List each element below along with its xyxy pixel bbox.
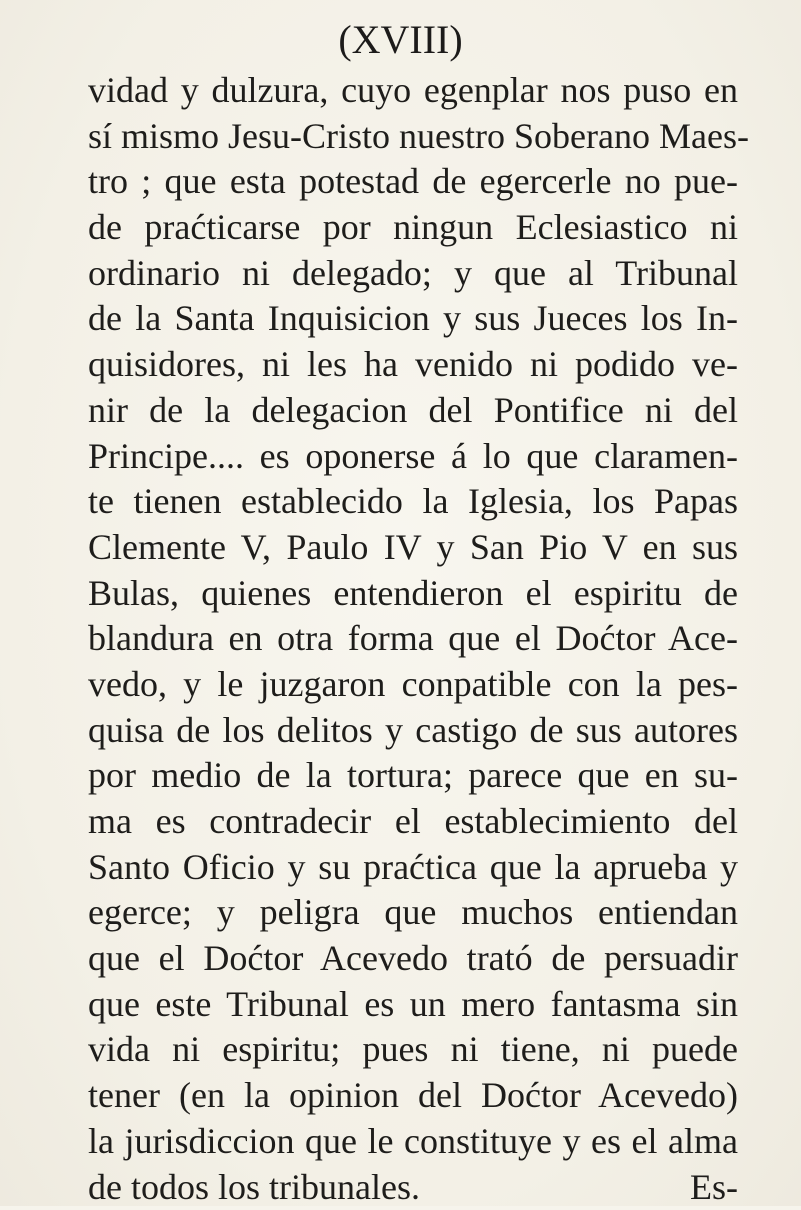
text-line: Clemente V, Paulo IV y San Pio V en sus (88, 525, 738, 571)
text-line: de praćticarse por ningun Eclesiastico ni (88, 205, 738, 251)
text-line: vedo, y le juzgaron conpatible con la pes- (88, 662, 738, 708)
page-number-header: (XVIII) (0, 16, 801, 64)
text-line: que este Tribunal es un mero fantasma sin (88, 982, 738, 1028)
text-line: sí mismo Jesu-Cristo nuestro Soberano Maes- (88, 114, 738, 160)
text-line: Principe.... es oponerse á lo que claramen- (88, 434, 738, 480)
text-line: quisa de los delitos y castigo de sus autores (88, 708, 738, 754)
text-line: por medio de la tortura; parece que en su- (88, 753, 738, 799)
text-line: nir de la delegacion del Pontifice ni del (88, 388, 738, 434)
text-line: la jurisdiccion que le constituye y es el alma (88, 1119, 738, 1165)
text-line: blandura en otra forma que el Doćtor Ace- (88, 616, 738, 662)
body-text (88, 68, 738, 1210)
text-line: ordinario ni delegado; y que al Tribunal (88, 251, 738, 297)
text-line: vidad y dulzura, cuyo egenplar nos puso en (88, 68, 738, 114)
text-line: que el Doćtor Acevedo trató de persuadir (88, 936, 738, 982)
text-line: de todos los tribunales. (88, 1165, 420, 1210)
catchword: Es- (690, 1165, 738, 1210)
text-line: quisidores, ni les ha venido ni podido ve- (88, 342, 738, 388)
text-line: te tienen establecido la Iglesia, los Papas (88, 479, 738, 525)
text-line: tro ; que esta potestad de egercerle no pue- (88, 159, 738, 205)
text-line: de la Santa Inquisicion y sus Jueces los In- (88, 296, 738, 342)
text-line: ma es contradecir el establecimiento del (88, 799, 738, 845)
text-line: vida ni espiritu; pues ni tiene, ni puede (88, 1027, 738, 1073)
text-line: tener (en la opinion del Doćtor Acevedo) (88, 1073, 738, 1119)
text-line: egerce; y peligra que muchos entiendan (88, 890, 738, 936)
text-line: Santo Oficio y su praćtica que la aprueba y (88, 845, 738, 891)
text-line: Bulas, quienes entendieron el espiritu de (88, 571, 738, 617)
